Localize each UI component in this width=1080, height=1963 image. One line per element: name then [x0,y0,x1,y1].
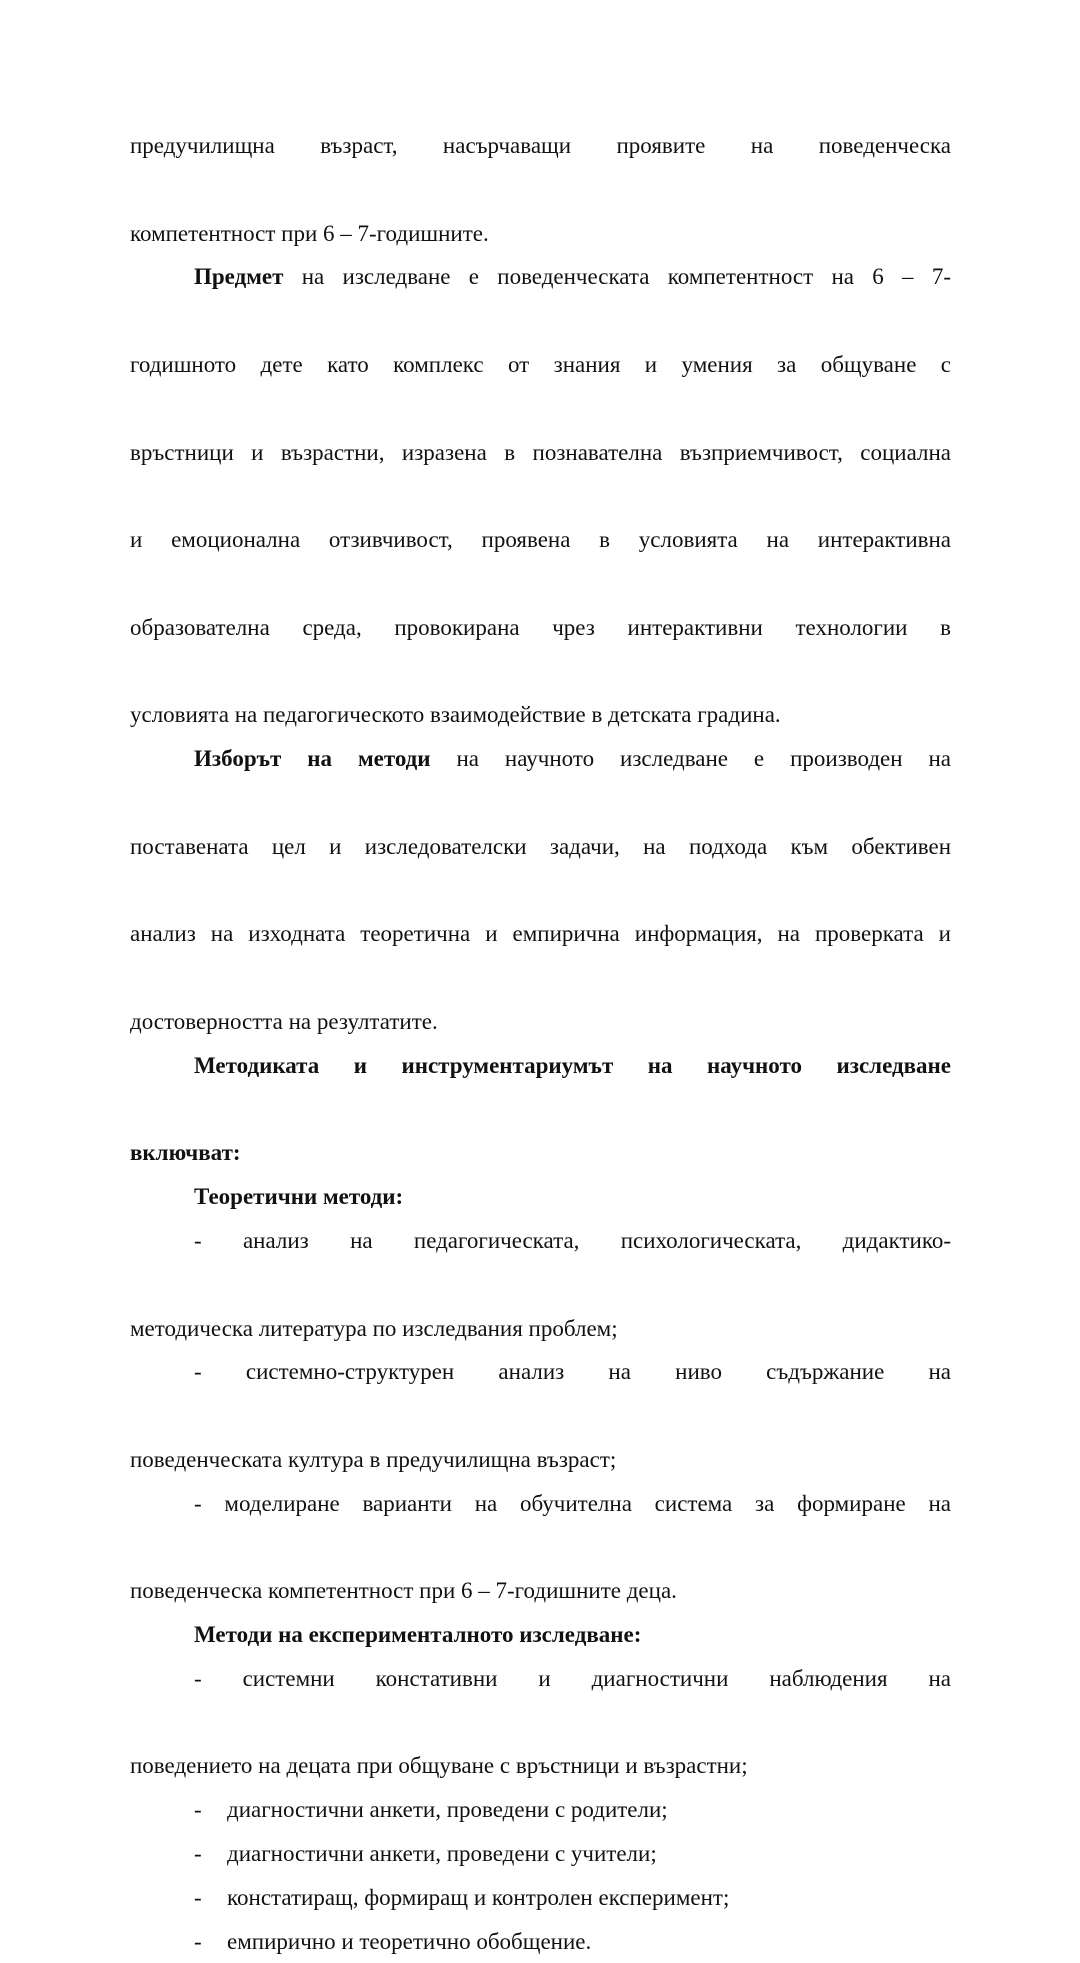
theoretical-item-1-line2: методическа литература по изследвания проблем; [130,1315,618,1341]
theoretical-item-1-line1: - анализ на педагогическата, психологическата, дидактико- [194,1227,951,1253]
theoretical-item-3-line2: поведенческа компетентност при 6 – 7-годишните деца. [130,1578,677,1604]
paragraph-subject-line5: образователна среда, провокирана чрез интерактивни технологии в [130,614,951,640]
experimental-item-1-line1: - системни констативни и диагностични наблюдения на [194,1665,951,1691]
heading-theoretical-methods: Теоретични методи: [194,1184,404,1210]
paragraph-methods-line1: Изборът на методи на научното изследване е производен на [194,746,951,772]
paragraph-intro-line2: компетентност при 6 – 7-годишните. [130,220,489,246]
paragraph-methods-line4: достоверността на резултатите. [130,1008,438,1034]
document-page [130,124,951,1963]
list-item: - диагностични анкети, проведени с учители; [194,1841,657,1867]
list-item: - диагностични анкети, проведени с родители; [194,1797,668,1823]
experimental-item-1-line2: поведението на децата при общуване с връстници и възрастни; [130,1753,748,1779]
paragraph-subject-line4: и емоционална отзивчивост, проявена в условията на интерактивна [130,527,951,553]
paragraph-subject-line2: годишното дете като комплекс от знания и умения за общуване с [130,351,951,377]
heading-methodology-line2: включват: [130,1140,241,1166]
heading-methodology-line1: Методиката и инструментариумът на научното изследване [194,1052,951,1078]
paragraph-subject-line1: Предмет на изследване е поведенческата компетентност на 6 – 7- [194,264,951,290]
paragraph-intro-line1: предучилищна възраст, насърчаващи проявите на поведенческа [130,133,951,158]
list-item: - емпирично и теоретично обобщение. [194,1928,592,1954]
paragraph-methods-line2: поставената цел и изследователски задачи, на подхода към обективен [130,833,951,859]
theoretical-item-3-line1: - моделиране варианти на обучителна система за формиране на [194,1490,951,1516]
theoretical-item-2-line2: поведенческата култура в предучилищна възраст; [130,1446,617,1472]
term-subject: Предмет [194,264,284,290]
theoretical-item-2-line1: - системно-структурен анализ на ниво съдържание на [194,1359,951,1385]
term-methods-choice: Изборът на методи [194,746,431,772]
heading-experimental-methods: Методи на експерименталното изследване: [194,1622,642,1648]
list-item: - констатиращ, формиращ и контролен експеримент; [194,1884,730,1910]
paragraph-subject-line3: връстници и възрастни, изразена в познавателна възприемчивост, социална [130,439,951,465]
paragraph-subject-line6: условията на педагогическото взаимодействие в детската градина. [130,702,781,728]
paragraph-methods-line3: анализ на изходната теоретична и емпирична информация, на проверката и [130,921,951,947]
